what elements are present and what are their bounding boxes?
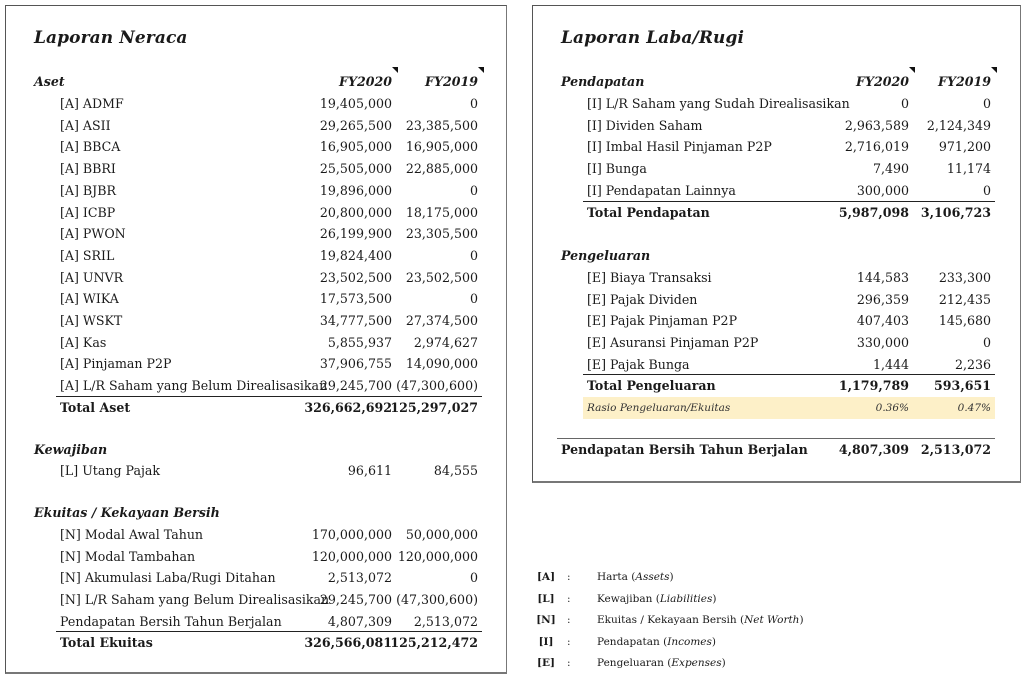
column-header-fy2020-label: FY2020 xyxy=(856,74,909,89)
row-label: [A] ASII xyxy=(60,117,111,133)
legend-description xyxy=(597,610,804,630)
row-label: [I] Imbal Hasil Pinjaman P2P xyxy=(587,139,772,155)
legend-separator: : xyxy=(567,657,571,669)
row-value-fy2020: 170,000,000 xyxy=(311,527,392,542)
row-value-fy2020: 16,905,000 xyxy=(319,139,392,155)
row-value-fy2019: 971,200 xyxy=(938,139,991,155)
equity-heading: Ekuitas / Kekayaan Bersih xyxy=(34,505,220,520)
legend-close-paren: ) xyxy=(712,592,717,605)
table-row xyxy=(6,353,506,374)
row-label: [I] Pendapatan Lainnya xyxy=(587,182,736,198)
column-header-fy2019[interactable] xyxy=(425,71,478,92)
legend-close-paren: ) xyxy=(711,635,716,648)
net-income-fy2020: 4,807,309 xyxy=(838,442,909,457)
row-label: [E] Pajak Bunga xyxy=(587,356,690,372)
assets-header-row xyxy=(6,71,506,92)
row-value-fy2020: 2,716,019 xyxy=(844,139,909,155)
table-row xyxy=(533,136,1020,157)
expense-ratio-row xyxy=(583,397,995,419)
table-row xyxy=(533,354,1020,375)
column-header-fy2020[interactable] xyxy=(856,71,909,92)
row-value-fy2020: 0 xyxy=(900,96,909,111)
row-value-fy2019: 23,502,500 xyxy=(405,269,478,285)
legend-separator: : xyxy=(567,571,571,583)
row-value-fy2019: 2,974,627 xyxy=(413,334,478,350)
row-value-fy2019: 2,236 xyxy=(954,356,991,372)
legend-code: [L] xyxy=(537,592,555,605)
row-label: [A] BJBR xyxy=(60,182,116,198)
row-label: [N] Modal Awal Tahun xyxy=(60,527,204,542)
table-row xyxy=(6,332,506,353)
table-row xyxy=(533,180,1020,201)
row-value-fy2020: 5,855,937 xyxy=(327,334,392,350)
table-row xyxy=(533,332,1020,353)
row-value-fy2020: 19,896,000 xyxy=(319,182,392,198)
row-label: [A] WIKA xyxy=(60,291,119,307)
row-label: [E] Pajak Dividen xyxy=(587,291,698,307)
table-row xyxy=(6,267,506,288)
column-header-fy2019[interactable] xyxy=(938,71,991,92)
legend-code: [E] xyxy=(537,657,555,669)
comment-indicator-icon[interactable] xyxy=(991,67,997,73)
legend-close-paren: ) xyxy=(799,614,804,626)
legend-description xyxy=(597,567,674,587)
row-value-fy2019: 23,385,500 xyxy=(405,117,478,133)
income-heading: Pendapatan xyxy=(561,74,645,89)
row-value-fy2019: 0 xyxy=(469,570,478,586)
row-value-fy2019: 0 xyxy=(982,335,991,351)
row-label: [A] BBRI xyxy=(60,161,116,177)
comment-indicator-icon[interactable] xyxy=(392,67,398,73)
total-income-fy2019: 3,106,723 xyxy=(920,205,991,220)
row-value-fy2019: 11,174 xyxy=(946,161,991,177)
row-value-fy2020: 1,444 xyxy=(872,356,909,372)
comment-indicator-icon[interactable] xyxy=(478,67,484,73)
row-value-fy2019: 27,374,500 xyxy=(405,313,478,328)
row-value-fy2020: 144,583 xyxy=(856,270,909,285)
table-row xyxy=(6,202,506,223)
expense-ratio-label: Rasio Pengeluaran/Ekuitas xyxy=(587,402,731,414)
row-value-fy2019: 0 xyxy=(469,96,478,111)
table-row xyxy=(6,589,506,610)
equity-header-row xyxy=(6,502,506,523)
legend-text: Kewajiban ( xyxy=(597,592,660,605)
net-income-fy2019: 2,513,072 xyxy=(920,442,991,457)
total-assets-label: Total Aset xyxy=(60,400,131,415)
column-header-fy2020[interactable] xyxy=(339,71,392,92)
legend-description xyxy=(597,632,716,652)
column-header-fy2019-label: FY2019 xyxy=(938,74,991,89)
legend-code: [N] xyxy=(536,614,556,626)
row-value-fy2020: 96,611 xyxy=(347,463,392,478)
legend-english-term: Liabilities xyxy=(659,592,713,605)
legend-english-term: Expenses xyxy=(671,657,722,669)
table-row xyxy=(6,524,506,545)
row-value-fy2020: 29,265,500 xyxy=(319,117,392,133)
row-value-fy2019: (47,300,600) xyxy=(396,592,478,608)
assets-heading: Aset xyxy=(34,74,65,89)
row-value-fy2019: 23,305,500 xyxy=(405,226,478,242)
table-row xyxy=(533,267,1020,288)
legend-close-paren: ) xyxy=(721,657,726,669)
row-value-fy2019: 2,513,072 xyxy=(413,613,478,629)
table-row xyxy=(6,158,506,179)
row-value-fy2020: 34,777,500 xyxy=(319,313,392,328)
row-value-fy2020: 23,502,500 xyxy=(319,269,392,285)
row-value-fy2020: 29,245,700 xyxy=(319,378,392,394)
row-value-fy2019: 14,090,000 xyxy=(405,356,478,372)
income-statement-title: Laporan Laba/Rugi xyxy=(561,28,745,48)
legend-item xyxy=(535,632,835,652)
row-label: [L] Utang Pajak xyxy=(60,463,161,478)
table-row xyxy=(533,310,1020,331)
row-label: [A] L/R Saham yang Belum Direalisasikan xyxy=(60,378,328,394)
row-value-fy2019: 18,175,000 xyxy=(405,204,478,220)
row-value-fy2019: 50,000,000 xyxy=(405,527,478,542)
row-label: [E] Asuransi Pinjaman P2P xyxy=(587,335,759,351)
table-row xyxy=(6,288,506,309)
table-row xyxy=(6,375,506,396)
total-assets-row xyxy=(6,397,506,418)
legend-item xyxy=(535,567,835,587)
table-row xyxy=(6,115,506,136)
row-value-fy2019: 145,680 xyxy=(938,313,991,329)
total-equity-label: Total Ekuitas xyxy=(60,635,153,650)
total-expenses-row xyxy=(533,375,1020,396)
legend-english-term: Assets xyxy=(635,571,670,583)
row-value-fy2019: 120,000,000 xyxy=(397,548,478,564)
income-header-row xyxy=(533,71,1020,92)
table-row xyxy=(6,93,506,114)
row-value-fy2019: 0 xyxy=(982,182,991,198)
table-row xyxy=(6,245,506,266)
table-row xyxy=(6,223,506,244)
total-income-row xyxy=(533,202,1020,223)
total-equity-row xyxy=(6,632,506,653)
row-label: [A] UNVR xyxy=(60,269,124,285)
row-value-fy2019: 84,555 xyxy=(433,463,478,478)
legend-separator: : xyxy=(567,614,571,626)
row-label: [A] Pinjaman P2P xyxy=(60,356,172,372)
row-value-fy2019: 16,905,000 xyxy=(405,139,478,155)
row-value-fy2020: 330,000 xyxy=(856,335,909,351)
row-label: [A] PWON xyxy=(60,226,126,242)
legend-close-paren: ) xyxy=(669,571,674,583)
row-value-fy2019: 212,435 xyxy=(938,291,991,307)
legend-text: Pengeluaran ( xyxy=(597,657,672,669)
legend-text: Pendapatan ( xyxy=(597,635,668,648)
legend-english-term: Incomes xyxy=(667,635,712,648)
row-value-fy2020: 2,963,589 xyxy=(844,117,909,133)
row-label: Pendapatan Bersih Tahun Berjalan xyxy=(60,613,282,629)
legend-text: Ekuitas / Kekayaan Bersih ( xyxy=(597,614,745,626)
row-value-fy2019: 0 xyxy=(469,182,478,198)
row-value-fy2020: 7,490 xyxy=(872,161,909,177)
column-header-fy2020-label: FY2020 xyxy=(339,74,392,89)
table-row xyxy=(533,158,1020,179)
table-row xyxy=(6,567,506,588)
total-equity-fy2020: 326,566,081 xyxy=(304,635,392,650)
row-value-fy2020: 29,245,700 xyxy=(319,592,392,608)
total-assets-fy2020: 326,662,692 xyxy=(304,400,392,415)
legend-english-term: Net Worth xyxy=(744,614,800,626)
expenses-header-row xyxy=(533,245,1020,266)
total-expenses-fy2019: 593,651 xyxy=(934,378,991,393)
net-income-row xyxy=(533,439,1020,460)
row-value-fy2020: 37,906,755 xyxy=(319,356,392,372)
row-value-fy2020: 4,807,309 xyxy=(327,613,392,629)
row-value-fy2020: 2,513,072 xyxy=(327,570,392,586)
row-label: [I] Dividen Saham xyxy=(587,117,703,133)
balance-sheet-panel xyxy=(5,5,507,674)
legend-item xyxy=(535,589,835,609)
row-value-fy2020: 120,000,000 xyxy=(311,548,392,564)
balance-sheet-title: Laporan Neraca xyxy=(34,28,188,48)
legend-code: [A] xyxy=(536,571,556,583)
table-row xyxy=(533,115,1020,136)
row-value-fy2019: 0 xyxy=(469,291,478,307)
total-income-fy2020: 5,987,098 xyxy=(838,205,909,220)
row-label: [I] Bunga xyxy=(587,161,647,177)
legend-separator: : xyxy=(567,635,571,648)
table-row xyxy=(6,310,506,331)
total-income-label: Total Pendapatan xyxy=(587,205,710,220)
table-row xyxy=(6,611,506,632)
row-label: [A] ICBP xyxy=(60,204,116,220)
row-label: [I] L/R Saham yang Sudah Direalisasikan xyxy=(587,96,850,111)
table-row xyxy=(533,93,1020,114)
total-expenses-fy2020: 1,179,789 xyxy=(838,378,909,393)
row-value-fy2020: 19,824,400 xyxy=(319,247,392,263)
row-value-fy2019: 2,124,349 xyxy=(926,117,991,133)
legend-separator: : xyxy=(567,592,571,605)
row-value-fy2019: 0 xyxy=(982,96,991,111)
total-assets-fy2019: 125,297,027 xyxy=(390,400,478,415)
income-statement-panel xyxy=(532,5,1021,483)
row-value-fy2019: 233,300 xyxy=(938,270,991,285)
legend-description xyxy=(597,653,726,673)
expense-ratio-fy2019: 0.47% xyxy=(957,402,991,414)
table-row xyxy=(6,460,506,481)
row-value-fy2019: (47,300,600) xyxy=(396,378,478,394)
row-label: [A] Kas xyxy=(60,334,107,350)
table-row xyxy=(533,289,1020,310)
row-value-fy2020: 25,505,000 xyxy=(319,161,392,177)
row-label: [E] Biaya Transaksi xyxy=(587,270,712,285)
total-equity-fy2019: 125,212,472 xyxy=(390,635,478,650)
row-value-fy2020: 19,405,000 xyxy=(319,96,392,111)
row-value-fy2019: 0 xyxy=(469,247,478,263)
table-row xyxy=(6,180,506,201)
legend-item xyxy=(535,610,835,630)
row-label: [N] Akumulasi Laba/Rugi Ditahan xyxy=(60,570,276,586)
legend-item xyxy=(535,653,835,673)
row-value-fy2019: 22,885,000 xyxy=(405,161,478,177)
legend-description xyxy=(597,589,717,609)
total-expenses-label: Total Pengeluaran xyxy=(587,378,716,393)
comment-indicator-icon[interactable] xyxy=(909,67,915,73)
column-header-fy2019-label: FY2019 xyxy=(425,74,478,89)
legend-text: Harta ( xyxy=(597,571,636,583)
row-label: [E] Pajak Pinjaman P2P xyxy=(587,313,738,329)
expenses-heading: Pengeluaran xyxy=(561,248,651,263)
row-value-fy2020: 20,800,000 xyxy=(319,204,392,220)
row-label: [A] BBCA xyxy=(60,139,121,155)
row-value-fy2020: 407,403 xyxy=(856,313,909,329)
table-row xyxy=(6,136,506,157)
row-value-fy2020: 296,359 xyxy=(856,291,909,307)
expense-ratio-fy2020: 0.36% xyxy=(875,402,909,414)
row-value-fy2020: 300,000 xyxy=(856,182,909,198)
row-label: [A] SRIL xyxy=(60,247,115,263)
row-label: [A] WSKT xyxy=(60,313,123,328)
row-label: [N] L/R Saham yang Belum Direalisasikan xyxy=(60,592,330,608)
net-income-label: Pendapatan Bersih Tahun Berjalan xyxy=(561,442,808,457)
row-value-fy2020: 17,573,500 xyxy=(319,291,392,307)
table-row xyxy=(6,546,506,567)
legend-code: [I] xyxy=(538,635,554,648)
liabilities-heading: Kewajiban xyxy=(34,442,108,457)
row-label: [N] Modal Tambahan xyxy=(60,548,196,564)
liabilities-header-row xyxy=(6,439,506,460)
row-value-fy2020: 26,199,900 xyxy=(319,226,392,242)
row-label: [A] ADMF xyxy=(60,96,124,111)
